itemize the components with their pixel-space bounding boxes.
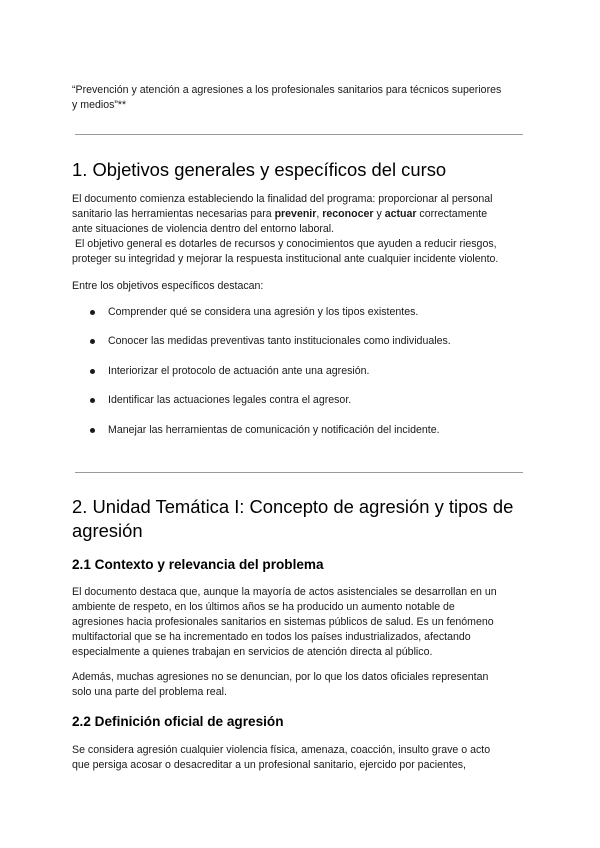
objectives-intro: Entre los objetivos específicos destacan:	[72, 280, 264, 292]
list-item: Interiorizar el protocolo de actuación ante una agresión.	[72, 364, 451, 393]
subsection-2-2-paragraph: Se considera agresión cualquier violencia física, amenaza, coacción, insulto grave o acto que persiga acosar o desacreditar a un profesional sanitario, ejercido por pacientes,	[72, 744, 491, 771]
list-item: Conocer las medidas preventivas tanto institucionales como individuales.	[72, 334, 451, 363]
section-2-heading: 2. Unidad Temática I: Concepto de agresión y tipos de agresión	[72, 496, 514, 541]
bullet-icon	[90, 428, 95, 433]
bullet-icon	[90, 310, 95, 315]
subsection-2-1-paragraph-2: Además, muchas agresiones no se denuncian, por lo que los datos oficiales representan solo una parte del problema real.	[72, 671, 489, 698]
section-1-heading: 1. Objetivos generales y específicos del curso	[72, 159, 447, 180]
bullet-icon	[90, 339, 95, 344]
bullet-icon	[90, 398, 95, 403]
divider	[75, 472, 523, 473]
subsection-2-1-paragraph: El documento destaca que, aunque la mayoría de actos asistenciales se desarrollan en un ambiente de respeto, en los últimos años se ha producido un aumento notable de agresiones hacia profesionales sanitarios en sistemas públicos de salud. Es un fenómeno multifactorial que se ha incrementado en todos los países industrializados, afectando especialmente a quienes trabajan en servicios de atención directa al público.	[72, 586, 497, 658]
divider	[75, 134, 523, 135]
subsection-2-2-heading: 2.2 Definición oficial de agresión	[72, 714, 284, 729]
list-item: Identificar las actuaciones legales contra el agresor.	[72, 393, 451, 422]
section-1-intro: El documento comienza estableciendo la finalidad del programa: proporcionar al personal sanitario las herramientas necesarias para prevenir, reconocer y actuar correctamente ante situaciones de violencia dentro del entorno laboral. El objetivo general es dotarles de recursos y conocimientos que ayuden a reducir riesgos, proteger su integridad y mejorar la respuesta institucional ante cualquier incidente violento.	[72, 193, 499, 265]
bullet-icon	[90, 369, 95, 374]
document-title: “Prevención y atención a agresiones a los profesionales sanitarios para técnicos superiores y medios”**	[72, 84, 502, 111]
objectives-list	[72, 305, 451, 452]
list-item: Manejar las herramientas de comunicación y notificación del incidente.	[72, 423, 451, 452]
list-item: Comprender qué se considera una agresión y los tipos existentes.	[72, 305, 451, 334]
subsection-2-1-heading: 2.1 Contexto y relevancia del problema	[72, 557, 324, 572]
